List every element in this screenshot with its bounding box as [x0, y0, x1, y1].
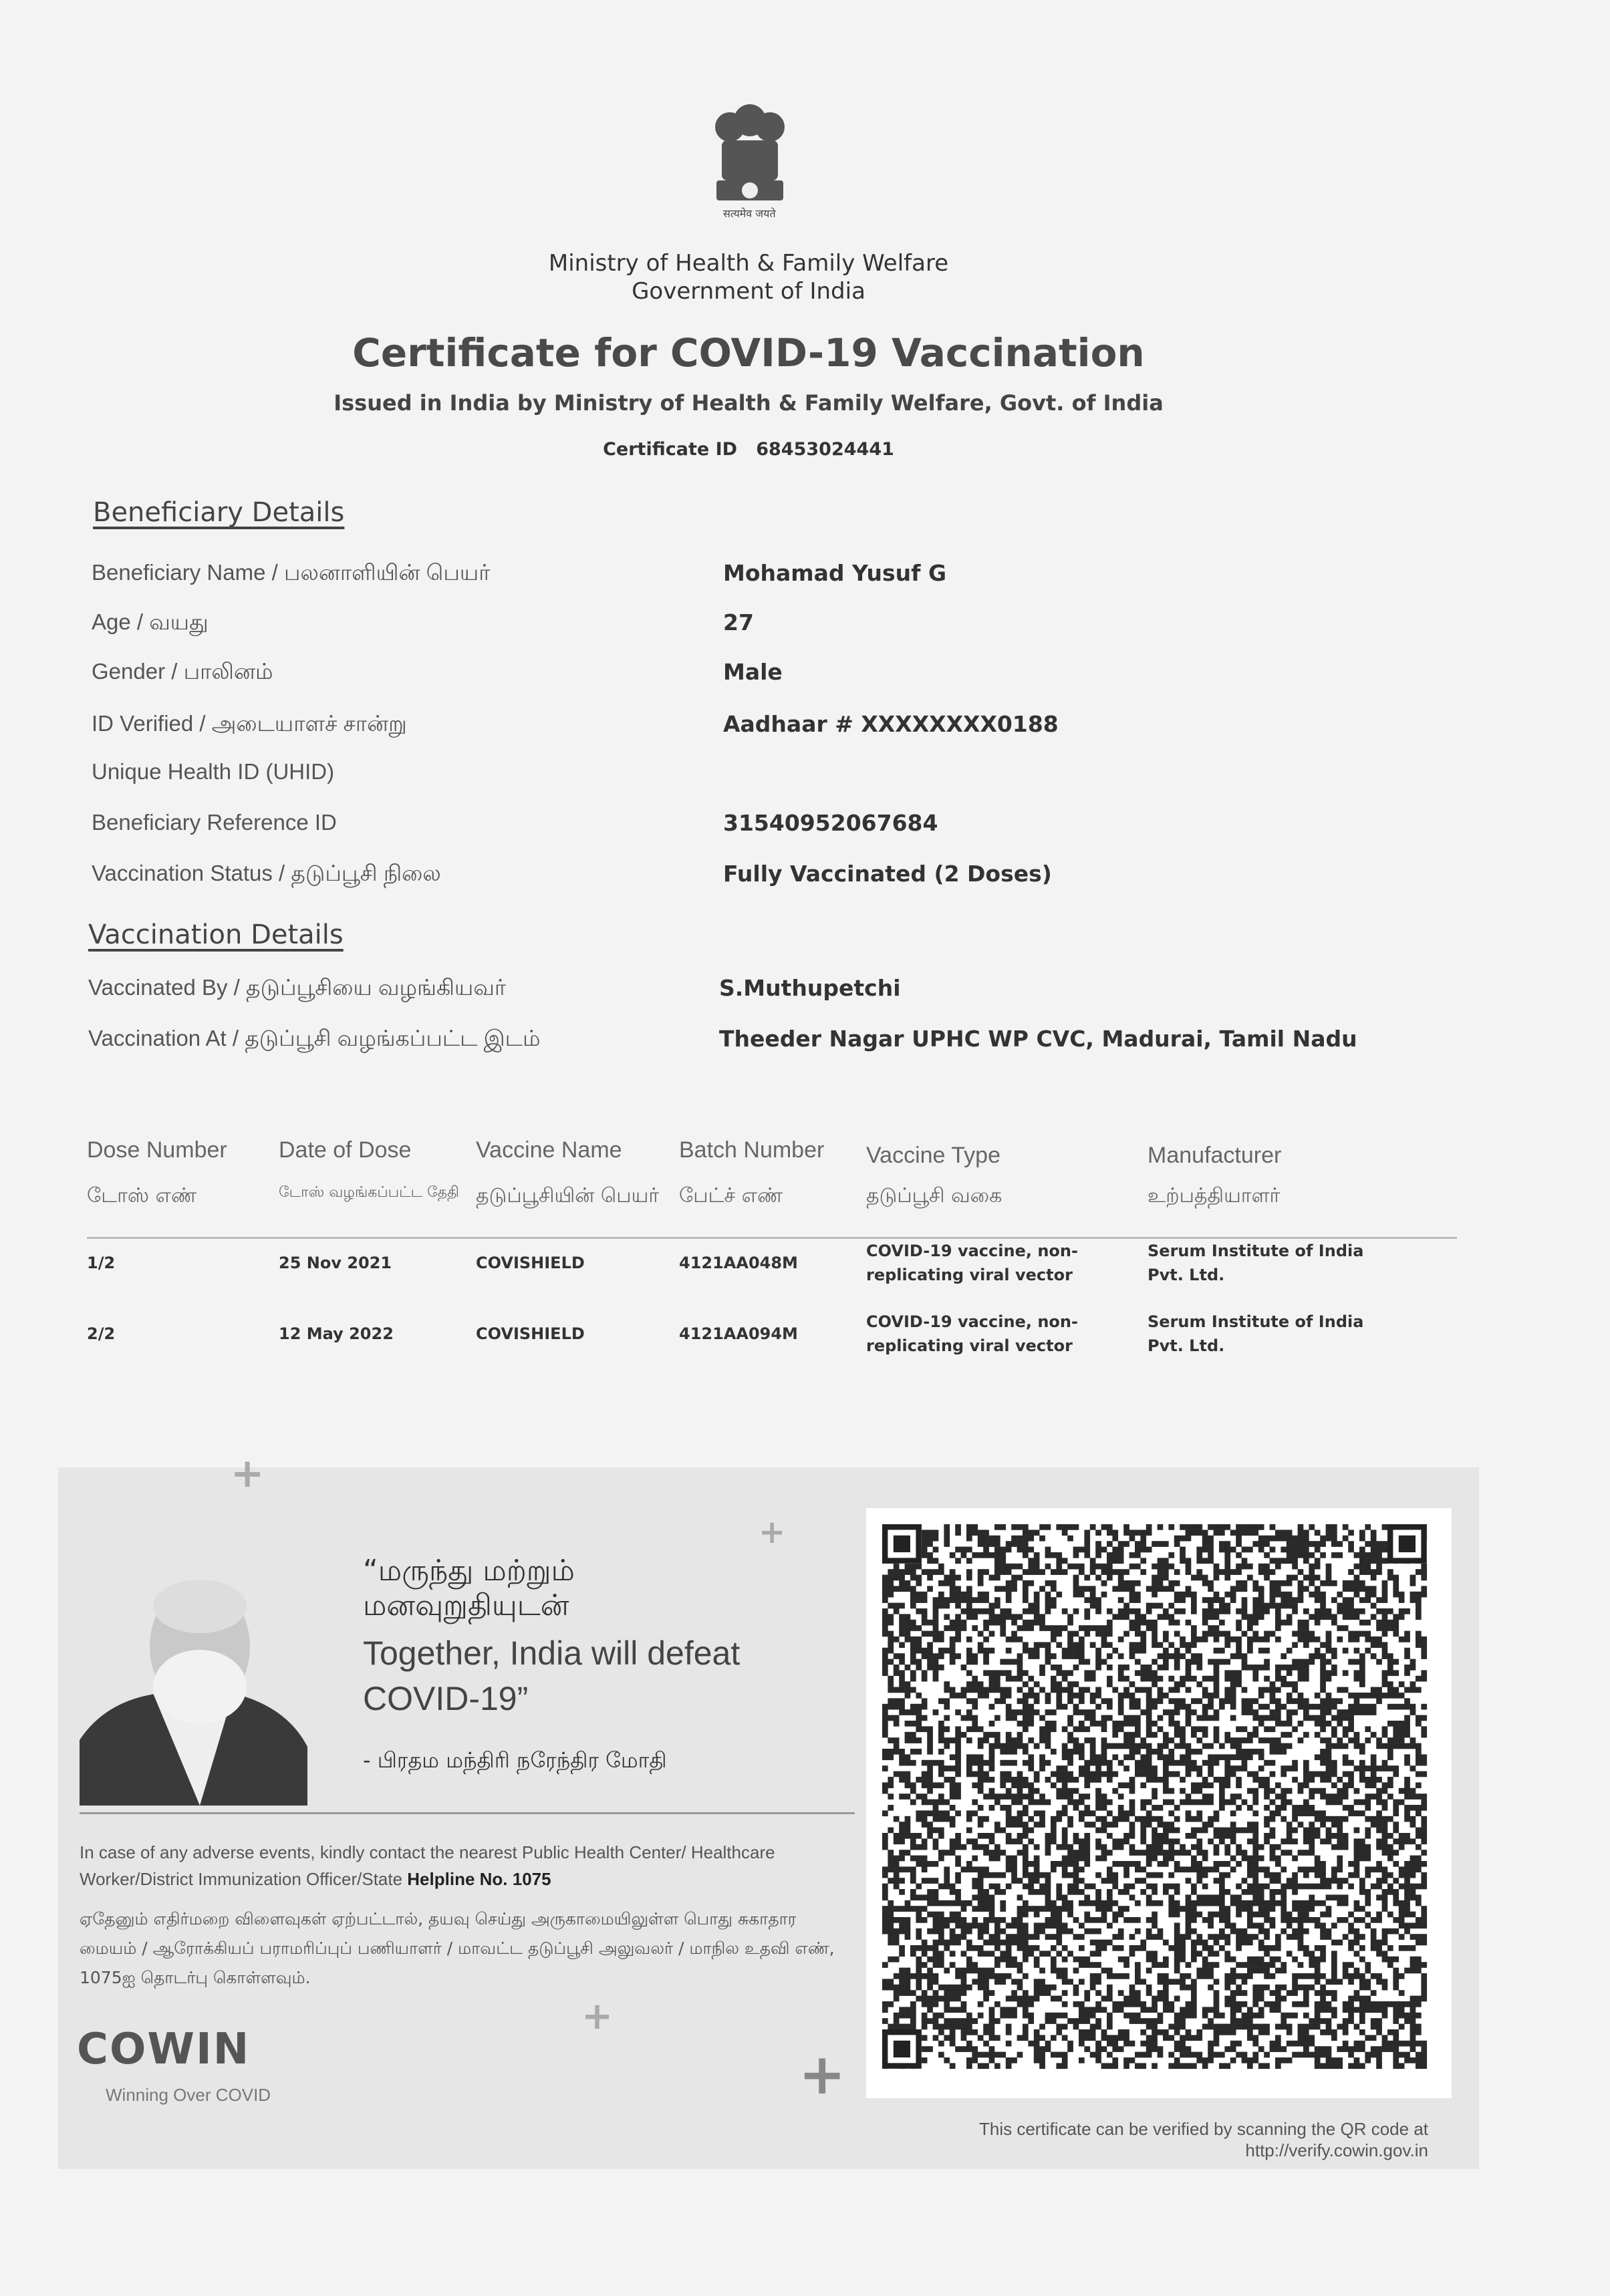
table-cell: Serum Institute of India Pvt. Ltd.: [1148, 1242, 1364, 1284]
divider: [80, 1812, 855, 1814]
column-header: Dose Number: [87, 1137, 227, 1163]
table-cell: 12 May 2022: [279, 1324, 394, 1343]
plus-decoration: +: [231, 1450, 265, 1497]
field-value: S.Muthupetchi: [719, 975, 901, 1001]
field-value: Theeder Nagar UPHC WP CVC, Madurai, Tamil Nadu: [719, 1026, 1357, 1052]
field-label: Gender / பாலினம்: [92, 659, 273, 684]
adverse-events-info: [80, 1839, 841, 1892]
field-value: 31540952067684: [723, 810, 938, 836]
quote-tamil-line: மனவுறுதியுடன்: [363, 1588, 569, 1622]
quote-english-line: COVID-19”: [363, 1680, 529, 1717]
certificate-id-label: Certificate ID: [603, 439, 738, 460]
table-cell: Serum Institute of India Pvt. Ltd.: [1148, 1312, 1364, 1355]
column-header-tamil: டோஸ் எண்: [87, 1184, 197, 1207]
table-divider: [87, 1237, 1457, 1239]
field-label: Unique Health ID (UHID): [92, 759, 335, 784]
plus-decoration: +: [581, 1995, 613, 2038]
field-value: Mohamad Yusuf G: [723, 560, 947, 586]
certificate-id: [0, 439, 1497, 460]
page-title: Certificate for COVID-19 Vaccination: [352, 330, 1145, 376]
field-label: Vaccinated By / தடுப்பூசியை வழங்கியவர்: [88, 975, 507, 1000]
field-value: Male: [723, 659, 783, 685]
quote-tamil-line: “மருந்து மற்றும்: [363, 1554, 575, 1588]
qr-code-container: [866, 1508, 1452, 2098]
verify-text: This certificate can be verified by scanning the QR code at: [978, 2119, 1428, 2139]
column-header: Manufacturer: [1148, 1143, 1282, 1168]
column-header: Vaccine Name: [476, 1137, 622, 1163]
table-cell: COVID-19 vaccine, non-replicating viral vector: [866, 1312, 1078, 1355]
subtitle: Issued in India by Ministry of Health & Family Welfare, Govt. of India: [333, 390, 1164, 416]
column-header: Batch Number: [679, 1137, 825, 1163]
field-label: Beneficiary Name / பலனாளியின் பெயர்: [92, 560, 491, 585]
quote-tamil: [363, 1554, 575, 1623]
table-cell: 2/2: [87, 1324, 116, 1343]
beneficiary-heading: Beneficiary Details: [93, 497, 345, 528]
plus-decoration: +: [799, 2041, 846, 2107]
column-header: Date of Dose: [279, 1137, 412, 1163]
table-cell: 4121AA048M: [679, 1254, 798, 1272]
field-value: Fully Vaccinated (2 Doses): [723, 861, 1052, 887]
verify-note: [979, 2118, 1428, 2161]
certificate-id-value: 68453024441: [756, 439, 894, 460]
vaccination-heading: Vaccination Details: [88, 919, 344, 950]
government-name: Government of India: [632, 278, 865, 305]
field-label: Vaccination At / தடுப்பூசி வழங்கப்பட்ட இடம்: [88, 1026, 541, 1050]
cowin-tagline: Winning Over COVID: [106, 2085, 271, 2105]
field-label: Age / வயது: [92, 609, 209, 634]
prime-minister-photo: [80, 1573, 307, 1806]
table-cell: 25 Nov 2021: [279, 1254, 392, 1272]
field-label: Vaccination Status / தடுப்பூசி நிலை: [92, 861, 441, 885]
column-header-tamil: தடுப்பூசியின் பெயர்: [476, 1184, 659, 1207]
field-value: 27: [723, 609, 754, 635]
ministry-name: Ministry of Health & Family Welfare: [548, 250, 949, 277]
column-header-tamil: உற்பத்தியாளர்: [1148, 1184, 1281, 1207]
column-header-tamil: பேட்ச் எண்: [679, 1184, 783, 1207]
column-header-tamil: டோஸ் வழங்கப்பட்ட தேதி: [279, 1184, 460, 1201]
quote-attribution: - பிரதம மந்திரி நரேந்திர மோதி: [363, 1747, 667, 1773]
table-cell: COVISHIELD: [476, 1254, 585, 1272]
table-cell: 4121AA094M: [679, 1324, 798, 1343]
info-text: In case of any adverse events, kindly contact the nearest Public Health Center/ Healthcare Worker/District Immunization Officer/State: [80, 1842, 775, 1889]
plus-decoration: +: [759, 1514, 786, 1551]
cowin-logo: COWIN: [77, 2025, 251, 2074]
column-header-tamil: தடுப்பூசி வகை: [866, 1184, 1002, 1207]
field-value: Aadhaar # XXXXXXXX0188: [723, 711, 1059, 737]
table-cell: COVID-19 vaccine, non-replicating viral vector: [866, 1242, 1078, 1284]
field-label: Beneficiary Reference ID: [92, 810, 337, 835]
table-cell: 1/2: [87, 1254, 116, 1272]
adverse-events-info-tamil: ஏதேனும் எதிர்மறை விளைவுகள் ஏற்பட்டால், தயவு செய்து அருகாமையிலுள்ள பொது சுகாதார மையம் / ஆரோக்கியப் பராமரிப்புப் பணியாளர் / மாவட்ட தடுப்பூசி அலுவலர் / மாநில உதவி எண், 1075ஐ தொடர்பு கொள்ளவும்.: [80, 1909, 835, 1987]
column-header: Vaccine Type: [866, 1143, 1000, 1168]
quote-english: [363, 1630, 740, 1721]
verify-url[interactable]: http://verify.cowin.gov.in: [1245, 2140, 1428, 2160]
field-label: ID Verified / அடையாளச் சான்று: [92, 711, 407, 736]
national-emblem-icon: सत्यमेव जयते: [710, 100, 790, 234]
quote-english-line: Together, India will defeat: [363, 1634, 741, 1672]
table-cell: COVISHIELD: [476, 1324, 585, 1343]
helpline-number: Helpline No. 1075: [407, 1869, 551, 1889]
qr-code[interactable]: [866, 1508, 1452, 2098]
